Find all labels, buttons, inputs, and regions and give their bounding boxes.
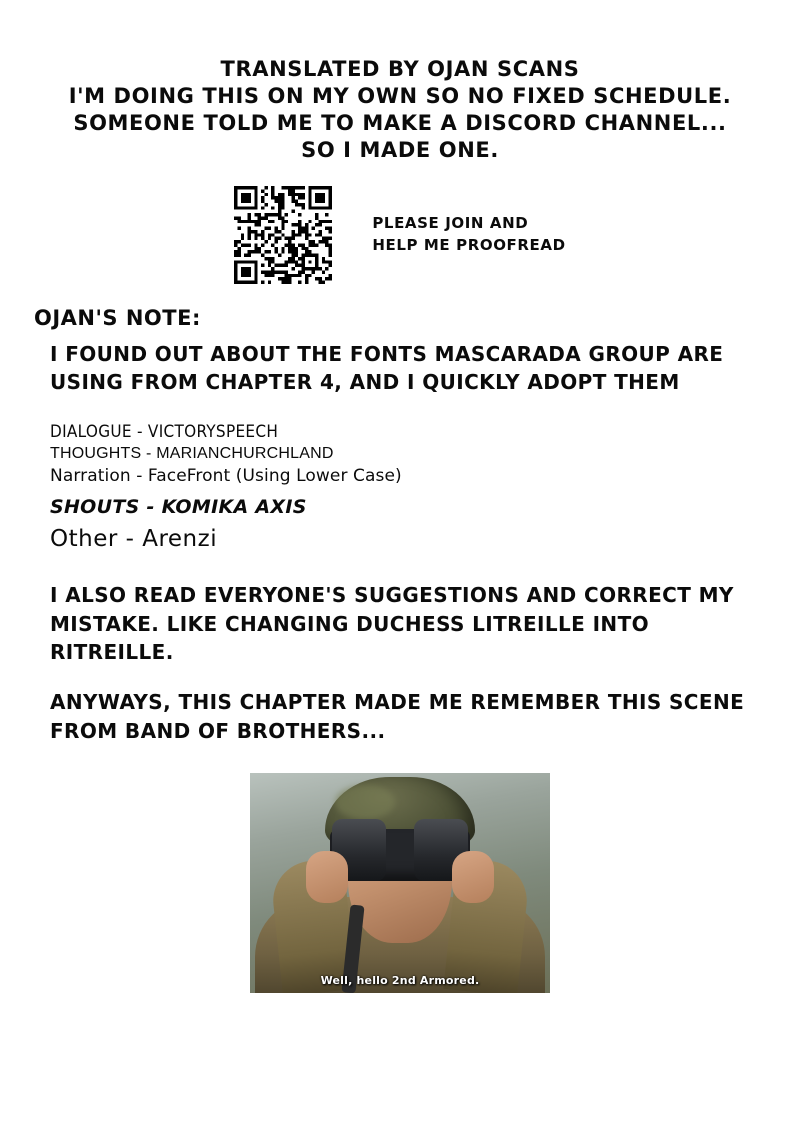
header-line-3: SOMEONE TOLD ME TO MAKE A DISCORD CHANNEL... — [73, 110, 727, 135]
font-list-item-thoughts: THOUGHTS - MARIANCHURCHLAND — [50, 445, 334, 463]
note-section — [0, 306, 800, 746]
header-line-1: TRANSLATED BY OJAN SCANS — [220, 57, 580, 81]
soldier-with-binoculars-image — [250, 773, 550, 993]
photo-wrapper — [0, 773, 800, 993]
binoculars-icon — [330, 829, 470, 881]
font-list-item-other: Other - Arenzi — [50, 526, 218, 553]
note-paragraph-2: I ALSO READ EVERYONE'S SUGGESTIONS AND CORRECT MY MISTAKE. LIKE CHANGING DUCHESS LITREILLE INTO RITREILLE. — [50, 583, 734, 665]
qr-row — [0, 186, 800, 284]
note-title: OJAN'S NOTE: — [34, 305, 201, 330]
qr-code-icon[interactable] — [234, 186, 332, 284]
photo-hand-left — [306, 851, 348, 903]
qr-caption — [372, 213, 565, 257]
note-paragraph-3: ANYWAYS, THIS CHAPTER MADE ME REMEMBER THIS SCENE FROM BAND OF BROTHERS... — [50, 690, 745, 743]
qr-caption-line-2: HELP ME PROOFREAD — [372, 235, 566, 254]
font-list — [50, 422, 762, 552]
photo-hand-right — [452, 851, 494, 903]
qr-caption-line-1: PLEASE JOIN AND — [372, 213, 529, 232]
font-list-item-dialogue: DIALOGUE - VICTORYSPEECH — [50, 422, 279, 443]
header-block — [0, 0, 800, 164]
font-list-item-shouts: SHOUTS - KOMIKA AXIS — [50, 496, 307, 519]
header-line-4: SO I MADE ONE. — [301, 137, 499, 162]
note-paragraph-1: I FOUND OUT ABOUT THE FONTS MASCARADA GROUP ARE USING FROM CHAPTER 4, AND I QUICKLY ADOPT THEM — [50, 341, 724, 394]
photo-caption: Well, hello 2nd Armored. — [320, 974, 480, 988]
header-line-2: I'M DOING THIS ON MY OWN SO NO FIXED SCHEDULE. — [68, 83, 732, 108]
font-list-item-narration: Narration - FaceFront (Using Lower Case) — [50, 466, 402, 487]
